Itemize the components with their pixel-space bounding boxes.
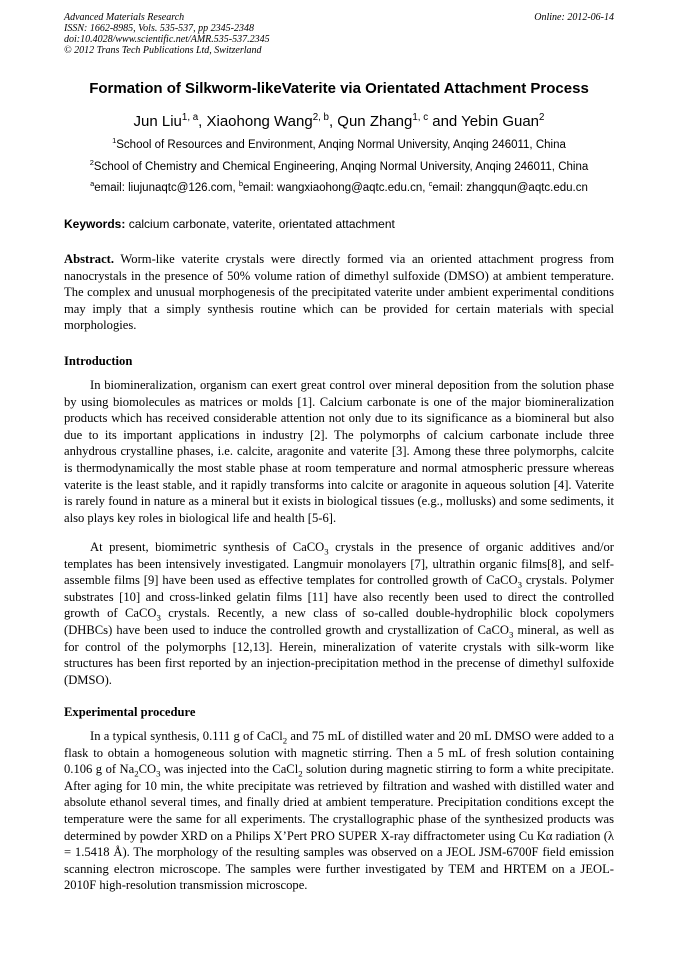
journal-header xyxy=(64,12,614,56)
author-name: Yebin Guan xyxy=(461,113,540,130)
author-name: Jun Liu xyxy=(133,113,182,130)
author-separator: and xyxy=(428,113,462,130)
paragraph-text: crystals. Recently, a new class of so-called double-hydrophilic block copolymers (DHBCs) have been used to induce the controlled growth and crystallization of CaCO xyxy=(64,606,614,637)
author-separator: , xyxy=(198,113,207,130)
author-superscript: 2, b xyxy=(312,112,329,123)
subscript: 3 xyxy=(517,579,522,590)
subscript: 3 xyxy=(508,629,514,640)
author-name: Qun Zhang xyxy=(337,113,413,130)
paragraph-text: crystals. Polymer substrates [10] and cross-linked gelatin films [11] have also recently been used to direct the controlled growth of CaCO xyxy=(64,573,614,621)
keywords-text: calcium carbonate, vaterite, orientated attachment xyxy=(125,217,395,231)
author-superscript: 2 xyxy=(539,112,545,123)
subscript: 2 xyxy=(298,768,303,779)
paragraph-text: CO xyxy=(138,762,157,777)
paragraph-text: mineral, as well as for control of the polymorphs [12,13]. Herein, mineralization of vaterite crystals with silk-worm like structures has been first reported by an injection-precipitation method in the precense of dimethyl sulfoxide (DMSO). xyxy=(64,622,614,687)
journal-name: Advanced Materials Research xyxy=(64,12,185,23)
email-superscript: b xyxy=(238,179,244,189)
author-separator: , xyxy=(328,113,338,130)
paragraph-text: At present, biomimetric synthesis of CaCO xyxy=(90,540,325,554)
email-text: email: zhangqun@aqtc.edu.cn xyxy=(432,182,588,194)
abstract-label: Abstract. xyxy=(64,252,115,266)
author-superscript: 1, c xyxy=(412,112,429,123)
email-line xyxy=(20,179,658,194)
affiliation-1 xyxy=(20,136,658,151)
introduction-paragraph-2 xyxy=(64,539,614,688)
subscript: 2 xyxy=(134,768,139,779)
doi-line: doi:10.4028/www.scientific.net/AMR.535-537.2345 xyxy=(64,34,270,45)
experimental-paragraph-1 xyxy=(64,728,614,894)
email-text: email: liujunaqtc@126.com, xyxy=(94,182,239,194)
keywords-section xyxy=(64,217,614,231)
author-name: Xiaohong Wang xyxy=(206,113,313,130)
subscript: 3 xyxy=(156,768,161,779)
experimental-heading: Experimental procedure xyxy=(64,705,196,719)
affiliation-superscript: 2 xyxy=(89,158,94,168)
email-superscript: a xyxy=(90,179,95,189)
email-text: email: wangxiaohong@aqtc.edu.cn, xyxy=(243,182,429,194)
subscript: 3 xyxy=(324,546,329,557)
paragraph-text: and 75 mL of distilled water and 20 mL DMSO were added to a flask to obtain a homogeneous solution with magnetic stirring. Then a 5 mL of fresh solution containing 0.106 g of Na xyxy=(64,729,614,777)
affiliation-text: School of Resources and Environment, Anqing Normal University, Anqing 246011, China xyxy=(116,139,566,151)
paragraph-text: solution during magnetic stirring to form a white precipitate. After aging for 10 min, the white precipitate was retrieved by filtration and washed with distilled water and absolute ethanol several times, and finally dried at ambient temperature. Precipitation conditions except the temperature were the same for all experiments. The crystallographic phase of the synthesized products was determined by powder XRD on a Philips X’Pert PRO SUPER X-ray diffractometer using Cu Kα radiation (λ = 1.5418 Å). The morphology of the resulting samples was observed on a JEOL JSM-6700F field emission scanning electron microscope. The samples were further investigated by TEM and HRTEM on a JEOL-2010F high-resolution transmission microscope. xyxy=(64,762,614,893)
affiliation-superscript: 1 xyxy=(112,136,117,146)
affiliation-text: School of Chemistry and Chemical Engineering, Anqing Normal University, Anqing 246011, China xyxy=(93,161,589,173)
abstract-section xyxy=(64,251,614,334)
keywords-label: Keywords: xyxy=(64,217,126,231)
author-superscript: 1, a xyxy=(181,112,199,123)
paper-title: Formation of Silkworm-likeVaterite via Orientated Attachment Process xyxy=(89,80,589,97)
author-list xyxy=(40,113,638,130)
introduction-heading: Introduction xyxy=(64,354,133,368)
paragraph-text: crystals in the presence of organic additives and/or templates has been intensively investigated. Langmuir monolayers [7], ultrathin organic films[8], and self-assemble films [9] have been used as effective templates for controlled growth of CaCO xyxy=(64,540,614,588)
abstract-text: Worm-like vaterite crystals were directly formed via an oriented attachment progress from nanocrystals in the presence of 50% volume ration of dimethyl sulfoxide (DMSO) at ambient temperature. The complex and unusual morphogenesis of the precipitated vaterite under ambient experimental conditions may imply that a simply synthesis routine which can be provided for certain materials with special morphologies. xyxy=(64,252,614,333)
subscript: 3 xyxy=(156,612,161,623)
subscript: 2 xyxy=(282,735,288,746)
issn-line: ISSN: 1662-8985, Vols. 535-537, pp 2345-2348 xyxy=(64,23,254,34)
paragraph-text: was injected into the CaCl xyxy=(160,762,299,777)
introduction-paragraph-1: In biomineralization, organism can exert great control over mineral deposition from the solution phase by using biomolecules as matrices or molds [1]. Calcium carbonate is one of the major biomineralization products which has received considerable attention not only due to its significance as a biomineral but also due to its important applications in industry [2]. The polymorphs of calcium carbonate include three anhydrous crystalline phases, i.e. calcite, aragonite and vaterite [3]. Among these three polymorphs, calcite is thermodynamically the most stable phase at room temperature and normal atmospheric pressure whereas vaterite is the least stable, and it rapidly transforms into calcite or aragonite in aqueous solution [4]. Vaterite is rarely found in nature as a mineral but it exists in biological tissues (e.g., mollusks) and some sediments, it also plays key roles in biological life and health [5-6]. xyxy=(64,378,614,525)
copyright-line: © 2012 Trans Tech Publications Ltd, Switzerland xyxy=(64,45,262,56)
email-superscript: c xyxy=(428,179,433,189)
online-date: Online: 2012-06-14 xyxy=(534,12,614,23)
affiliation-2 xyxy=(20,158,658,173)
paragraph-text: In a typical synthesis, 0.111 g of CaCl xyxy=(90,729,283,743)
